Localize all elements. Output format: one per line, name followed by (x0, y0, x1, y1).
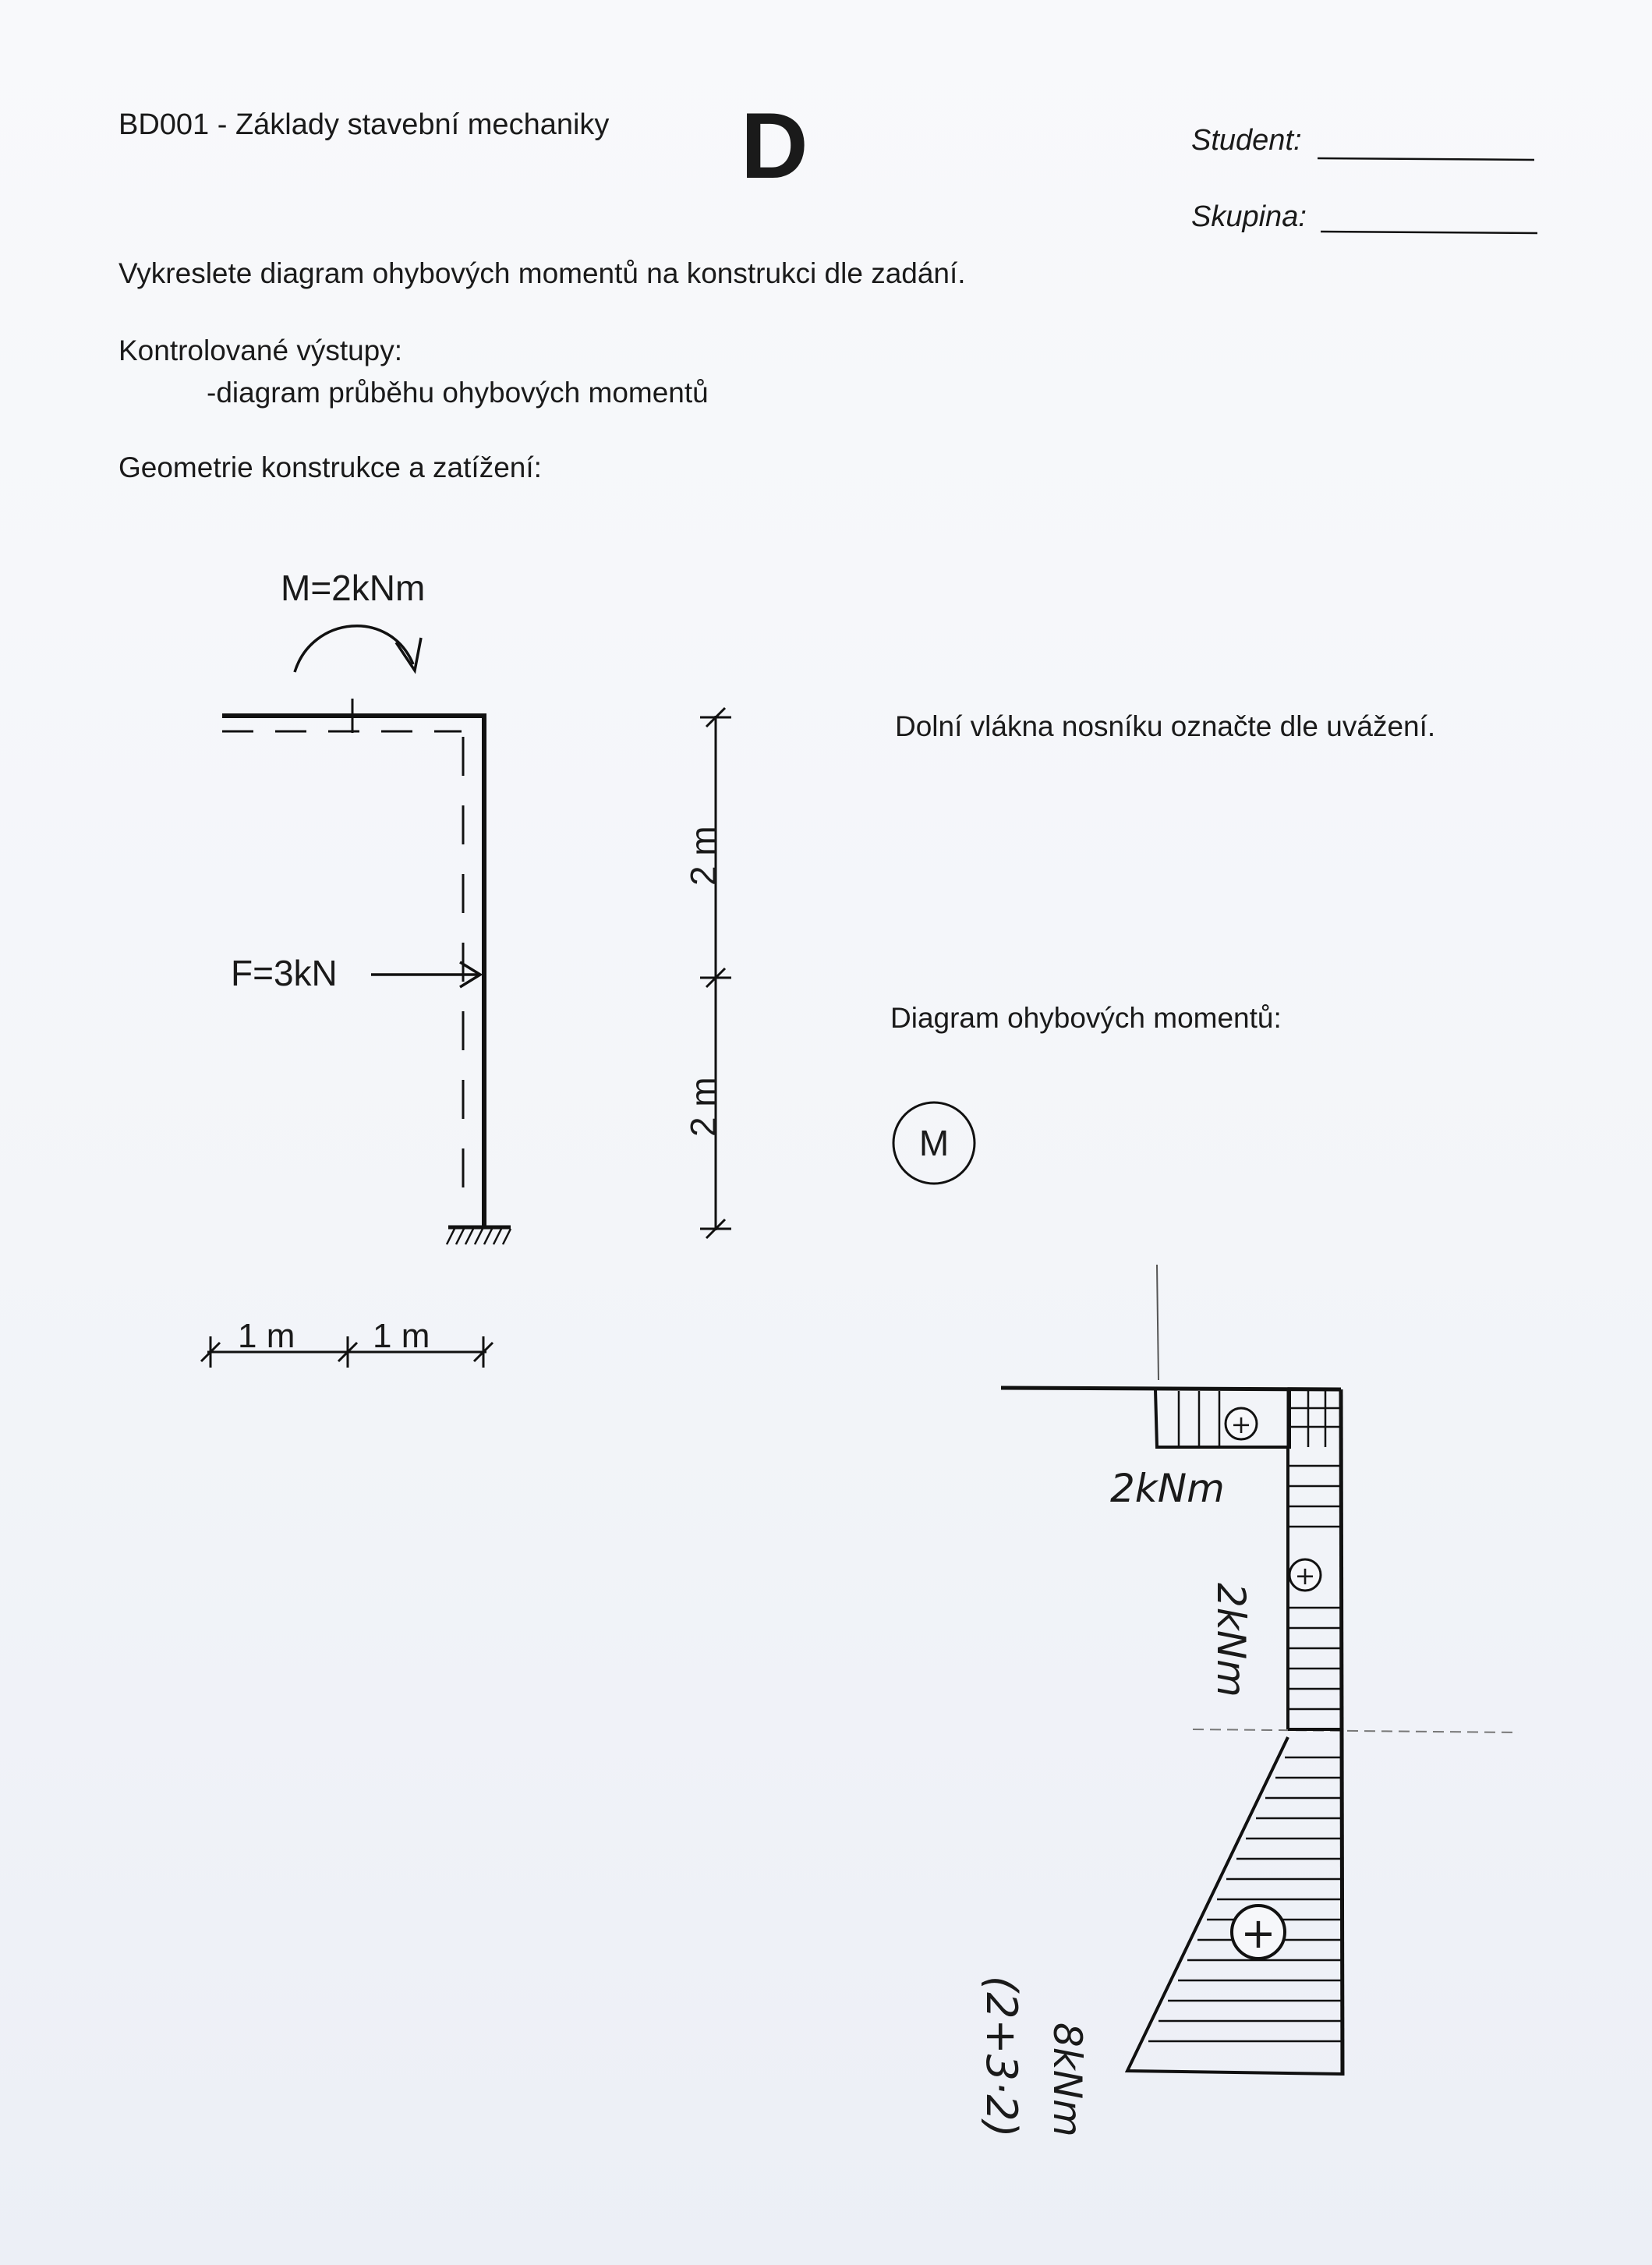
force-load-label: F=3kN (231, 953, 338, 993)
student-label: Student: (1191, 124, 1302, 157)
base-moment-value: 8kNm (1045, 2023, 1090, 2137)
force-arrow-icon (371, 962, 480, 987)
dimension-lower-label: 2 m (683, 1077, 723, 1137)
plus-sign-base-icon (1232, 1906, 1285, 1959)
dimension-left-label: 1 m (238, 1317, 295, 1355)
diagram-heading: Diagram ohybových momentů: (890, 1002, 1282, 1034)
course-title: BD001 - Základy stavební mechaniky (119, 108, 610, 141)
student-name-line[interactable] (1318, 158, 1534, 160)
task-instruction: Vykreslete diagram ohybových momentů na konstrukci dle zadání. (119, 257, 966, 289)
dimension-right-label: 1 m (373, 1317, 430, 1355)
variant-letter: D (741, 94, 808, 198)
plus-sign-beam-icon (1226, 1408, 1257, 1439)
fixed-support-icon (447, 1227, 511, 1244)
beam-moment-value: 2kNm (1110, 1466, 1225, 1511)
outputs-heading: Kontrolované výstupy: (119, 334, 403, 366)
dimension-upper-label: 2 m (683, 826, 723, 886)
column-top-moment-value: 2kNm (1208, 1583, 1254, 1697)
vertical-dimension (700, 708, 731, 1238)
geometry-heading: Geometrie konstrukce a zatížení: (119, 451, 542, 483)
moment-load-label: M=2kNm (281, 568, 426, 608)
plus-sign-column-icon (1289, 1559, 1321, 1591)
fibers-note: Dolní vlákna nosníku označte dle uvážení. (895, 710, 1436, 742)
group-name-line[interactable] (1321, 232, 1537, 233)
group-label: Skupina: (1191, 200, 1307, 233)
outputs-item: -diagram průběhu ohybových momentů (207, 377, 709, 409)
svg-text:+: + (1240, 1909, 1276, 1958)
svg-text:+: + (1230, 1410, 1252, 1439)
base-moment-calculation: (2+3·2) (977, 1976, 1026, 2138)
moment-symbol: M (918, 1123, 950, 1163)
moment-arrow-icon (295, 626, 421, 672)
svg-text:+: + (1294, 1561, 1316, 1591)
